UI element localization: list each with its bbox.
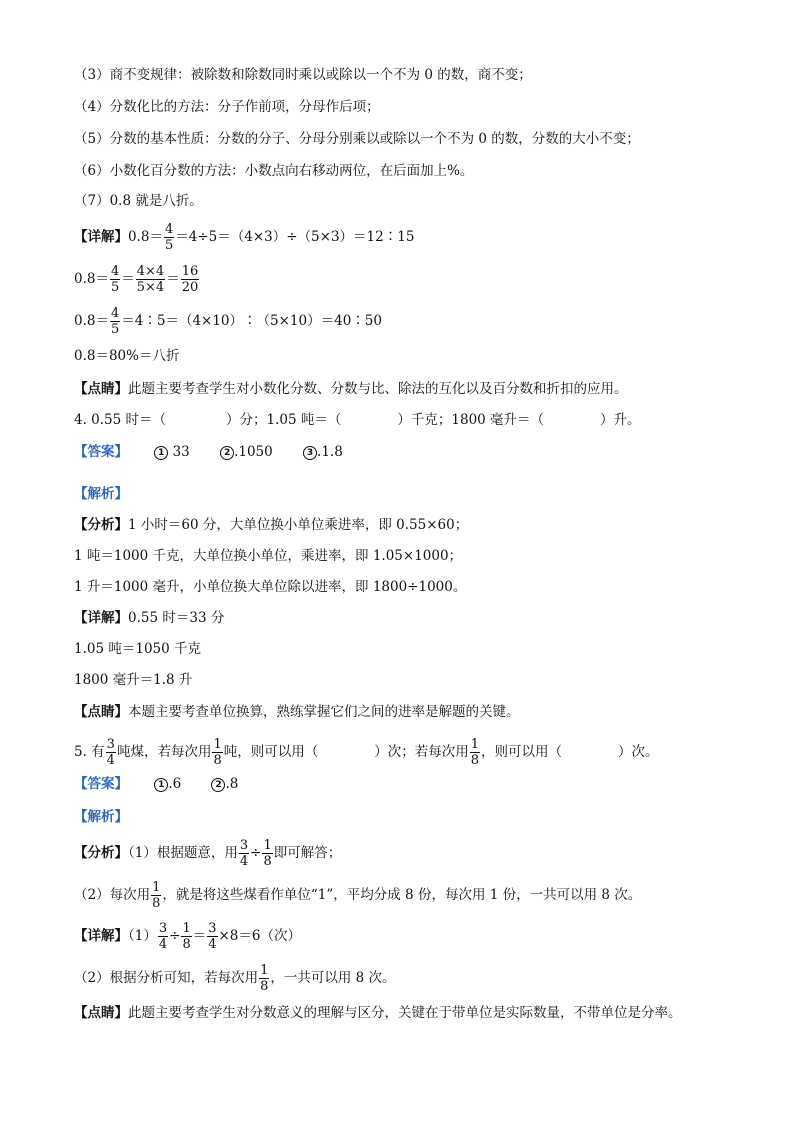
numerator: 16: [181, 264, 199, 279]
text: （2）每次用: [74, 887, 151, 903]
q3-detail-line-4: 0.8＝80%＝八折: [74, 348, 180, 364]
text: 0.8＝: [128, 229, 163, 245]
fraction: [151, 880, 161, 911]
fraction: [239, 838, 249, 869]
numerator: 1: [263, 838, 272, 853]
denominator: 5: [110, 280, 120, 295]
circled-number-icon: 2: [220, 446, 234, 460]
fraction: [212, 737, 222, 768]
q4-comment: [74, 703, 520, 721]
q4-detail-3: 1800 毫升＝1.8 升: [74, 672, 193, 688]
q4-analysis-tag: [74, 485, 128, 503]
analysis-tag: 【解析】: [74, 809, 128, 825]
q4-fenxi-3: 1 升＝1000 毫升，小单位换大单位除以进率，即 1800÷1000。: [74, 579, 467, 595]
q5-comment: [74, 1004, 682, 1022]
answer-value: 1.8: [321, 444, 343, 460]
numerator: 1: [182, 921, 191, 936]
q5-fenxi-2: [74, 880, 641, 911]
fraction: [262, 838, 272, 869]
text: ）分；1.05 吨＝（: [226, 412, 342, 428]
fenxi-text: 1 小时＝60 分，大单位换小单位乘进率，即 0.55×60；: [128, 517, 469, 533]
fenxi-tag: 【分析】: [74, 517, 128, 533]
fenxi-tag: 【分析】: [74, 845, 128, 861]
denominator: 5: [110, 322, 120, 337]
q3-detail-line-3: [74, 306, 382, 337]
fraction: [181, 264, 200, 295]
numerator: 3: [106, 737, 115, 752]
answer-value: 6: [172, 776, 182, 792]
fraction: [158, 921, 168, 952]
text: （2）根据分析可知，若每次用: [74, 970, 259, 986]
text: 0.8＝: [74, 313, 109, 329]
text: ＝: [121, 271, 135, 287]
rule-line-7: （7）0.8 就是八折。: [74, 193, 203, 209]
rule-line-5: （5）分数的基本性质：分数的分子、分母分别乘以或除以一个不为 0 的数，分数的大小不变；: [74, 131, 640, 147]
answer-2: 2 .1050: [220, 444, 273, 460]
circled-number-icon: 3: [303, 446, 317, 460]
text: （1）根据题意，用: [128, 845, 238, 861]
denominator: 4: [106, 753, 115, 768]
rule-line-3: （3）商不变规律：被除数和除数同时乘以或除以一个不为 0 的数，商不变；: [74, 67, 532, 83]
q4-detail-2: 1.05 吨＝1050 千克: [74, 641, 201, 657]
answer-value: 33: [172, 444, 190, 460]
text: ）升。: [600, 412, 641, 428]
comment-tag: 【点睛】: [74, 1005, 128, 1021]
numerator: 3: [158, 921, 168, 936]
numerator: 3: [208, 921, 217, 936]
fraction: [259, 963, 269, 994]
fraction: [110, 264, 120, 295]
text: 吨煤，若每次用: [116, 744, 212, 760]
question-4: [74, 411, 641, 429]
q3-detail-line-2: [74, 264, 200, 295]
answer-2: 2 .8: [211, 776, 238, 792]
answer-value: 1050: [238, 444, 273, 460]
text: ＝: [192, 928, 207, 944]
answer-1: 1 .6: [154, 776, 181, 792]
text: 0.8＝: [74, 271, 109, 287]
q4-detail-1: [74, 609, 224, 627]
text: ÷: [250, 845, 262, 861]
numerator: 4×4: [136, 264, 165, 279]
text: 4. 0.55 时＝（: [74, 412, 167, 428]
denominator: 4: [158, 937, 168, 952]
numerator: 1: [213, 737, 222, 752]
comment-text: 此题主要考查学生对小数化分数、分数与比、除法的互化以及百分数和折扣的应用。: [128, 381, 628, 397]
q4-answer: [74, 443, 369, 461]
answer-tag: 【答案】: [74, 776, 128, 792]
text: ，一共可以用 8 次。: [270, 970, 396, 986]
answer-3: 3 .1.8: [303, 444, 343, 460]
detail-tag: 【详解】: [74, 928, 128, 944]
numerator: 4: [164, 222, 174, 237]
q5-fenxi-1: [74, 838, 341, 869]
numerator: 1: [470, 737, 480, 752]
text: ＝: [166, 271, 180, 287]
numerator: 4: [110, 306, 120, 321]
question-5: [74, 737, 659, 768]
fraction: [181, 921, 191, 952]
numerator: 1: [260, 963, 269, 978]
denominator: 4: [208, 937, 217, 952]
q4-fenxi-1: [74, 516, 468, 534]
numerator: 4: [110, 264, 120, 279]
numerator: 1: [152, 880, 161, 895]
q5-analysis-tag: [74, 808, 128, 826]
text: ×8＝6（次）: [218, 928, 301, 944]
denominator: 8: [213, 753, 222, 768]
fraction: [207, 921, 217, 952]
circled-number-icon: 1: [154, 446, 168, 460]
rule-line-6: （6）小数化百分数的方法：小数点向右移动两位，在后面加上%。: [74, 163, 474, 179]
text: 吨，则可以用（: [223, 744, 319, 760]
comment-text: 此题主要考查学生对分数意义的理解与区分，关键在于带单位是实际数量，不带单位是分率。: [128, 1005, 682, 1021]
denominator: 8: [182, 937, 191, 952]
answer-1: [154, 444, 189, 460]
denominator: 8: [263, 854, 272, 869]
q3-detail-line-1: [74, 222, 414, 253]
text: ）次；若每次用: [374, 744, 469, 760]
denominator: 5×4: [136, 280, 165, 295]
text: ＝4÷5＝（4×3）÷（5×3）＝12∶15: [175, 229, 415, 245]
denominator: 8: [152, 896, 161, 911]
denominator: 5: [164, 238, 174, 253]
comment-text: 本题主要考查单位换算，熟练掌握它们之间的进率是解题的关键。: [128, 704, 520, 720]
detail-text: 0.55 时＝33 分: [128, 610, 225, 626]
denominator: 8: [470, 753, 480, 768]
text: 5. 有: [74, 744, 105, 760]
rule-line-4: （4）分数化比的方法：分子作前项，分母作后项；: [74, 99, 380, 115]
circled-number-icon: 1: [154, 778, 168, 792]
text: 即可解答；: [273, 845, 342, 861]
comment-tag: 【点睛】: [74, 381, 128, 397]
q4-fenxi-2: 1 吨＝1000 千克，大单位换小单位，乘进率，即 1.05×1000；: [74, 548, 463, 564]
detail-tag: 【详解】: [74, 229, 128, 245]
text: ）次。: [618, 744, 659, 760]
fraction: [110, 306, 120, 337]
text: （1）: [128, 928, 157, 944]
denominator: 4: [239, 854, 249, 869]
text: ）千克；1800 毫升＝（: [397, 412, 545, 428]
text: ＝4∶5＝（4×10）∶（5×10）＝40∶50: [121, 313, 382, 329]
fraction: [136, 264, 165, 295]
fraction: [470, 737, 480, 768]
denominator: 8: [260, 979, 269, 994]
detail-tag: 【详解】: [74, 610, 128, 626]
text: ÷: [169, 928, 181, 944]
numerator: 3: [239, 838, 249, 853]
denominator: 20: [181, 280, 199, 295]
q5-answer: [74, 775, 264, 793]
fraction: [164, 222, 174, 253]
analysis-tag: 【解析】: [74, 486, 128, 502]
text: ，则可以用（: [481, 744, 563, 760]
q3-comment: [74, 380, 628, 398]
comment-tag: 【点睛】: [74, 704, 128, 720]
circled-number-icon: 2: [211, 778, 225, 792]
answer-value: 8: [229, 776, 239, 792]
q5-detail-1: [74, 921, 301, 952]
text: ，就是将这些煤看作单位“1”，平均分成 8 份，每次用 1 份，一共可以用 8 次。: [162, 887, 642, 903]
fraction: [106, 737, 116, 768]
q5-detail-2: [74, 963, 396, 994]
answer-tag: 【答案】: [74, 444, 128, 460]
